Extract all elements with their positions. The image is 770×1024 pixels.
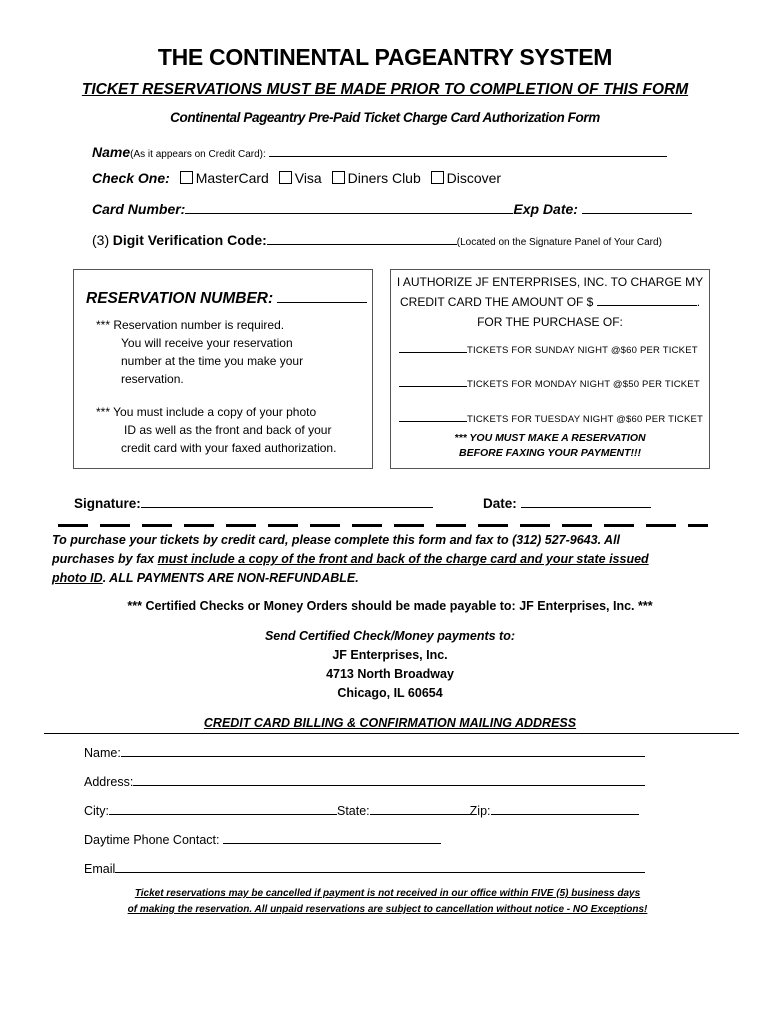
company-name: JF Enterprises, Inc. bbox=[332, 648, 448, 662]
signature-field[interactable] bbox=[141, 493, 433, 508]
sunday-tickets-label: TICKETS FOR SUNDAY NIGHT @$60 PER TICKET bbox=[467, 345, 698, 356]
signature-row bbox=[74, 493, 433, 511]
check-one-label: Check One: bbox=[92, 170, 170, 186]
reservation-number-label: RESERVATION NUMBER: bbox=[86, 290, 274, 307]
amount-label: CREDIT CARD THE AMOUNT OF $ bbox=[400, 295, 594, 309]
fax-line-2b: must include a copy of the front and back of the charge card and your state issued bbox=[157, 552, 649, 566]
diners-club-label: Diners Club bbox=[347, 170, 421, 186]
billing-city-label: City: bbox=[84, 804, 109, 818]
sunday-qty-field[interactable] bbox=[399, 342, 467, 353]
visa-checkbox[interactable] bbox=[279, 171, 292, 184]
note-line: ID as well as the front and back of your bbox=[124, 423, 332, 437]
date-field[interactable] bbox=[521, 493, 651, 508]
billing-address-row bbox=[84, 771, 645, 789]
fax-instructions bbox=[52, 531, 732, 588]
company-city: Chicago, IL 60654 bbox=[337, 686, 443, 700]
tuesday-tickets-label: TICKETS FOR TUESDAY NIGHT @$60 PER TICKET bbox=[467, 414, 704, 425]
note-line: credit card with your faxed authorization. bbox=[121, 441, 337, 455]
reservation-number-field[interactable] bbox=[277, 286, 367, 303]
cancellation-policy-2: of making the reservation. All unpaid reservations are subject to cancellation without notice - NO Exceptions! bbox=[127, 904, 648, 915]
tuesday-qty-field[interactable] bbox=[399, 411, 467, 422]
cvv-hint: (Located on the Signature Panel of Your Card) bbox=[456, 237, 662, 248]
date-row bbox=[483, 493, 651, 511]
reservation-box bbox=[73, 269, 373, 469]
authorize-line-1: I AUTHORIZE JF ENTERPRISES, INC. TO CHARGE MY bbox=[396, 275, 704, 289]
cut-line bbox=[58, 524, 708, 527]
billing-city-field[interactable] bbox=[109, 800, 337, 815]
purchase-label: FOR THE PURCHASE OF: bbox=[477, 315, 623, 329]
fax-line-3a: photo ID bbox=[52, 571, 103, 585]
billing-address-field[interactable] bbox=[133, 771, 645, 786]
reservation-warning-1: *** YOU MUST MAKE A RESERVATION bbox=[454, 432, 646, 444]
form-name: Continental Pageantry Pre-Paid Ticket Charge Card Authorization Form bbox=[170, 110, 600, 125]
card-number-label: Card Number: bbox=[92, 201, 186, 217]
payable-notice: *** Certified Checks or Money Orders should be made payable to: JF Enterprises, Inc. *** bbox=[127, 599, 653, 613]
card-number-field[interactable] bbox=[185, 199, 513, 214]
reservation-number-row bbox=[86, 286, 367, 308]
billing-phone-label: Daytime Phone Contact: bbox=[84, 833, 220, 847]
cardholder-name-row bbox=[92, 142, 667, 160]
billing-phone-row bbox=[84, 829, 441, 847]
billing-state-label: State: bbox=[337, 804, 370, 818]
name-label: Name bbox=[92, 144, 131, 160]
company-street: 4713 North Broadway bbox=[326, 667, 454, 681]
billing-zip-label: Zip: bbox=[469, 804, 491, 818]
mastercard-checkbox[interactable] bbox=[180, 171, 193, 184]
amount-row: CREDIT CARD THE AMOUNT OF $ . bbox=[400, 291, 700, 309]
note-line: You will receive your reservation bbox=[121, 336, 293, 350]
date-label: Date: bbox=[483, 496, 517, 511]
mastercard-label: MasterCard bbox=[195, 170, 269, 186]
discover-checkbox[interactable] bbox=[431, 171, 444, 184]
cvv-row bbox=[92, 230, 662, 248]
billing-zip-field[interactable] bbox=[491, 800, 639, 815]
send-payment-label: Send Certified Check/Money payments to: bbox=[264, 629, 516, 643]
reservation-note bbox=[96, 316, 303, 388]
billing-name-label: Name: bbox=[84, 746, 121, 760]
fax-line-1: To purchase your tickets by credit card, please complete this form and fax to (312) 527-9643. All bbox=[52, 533, 621, 547]
exp-date-label: Exp Date: bbox=[513, 201, 578, 217]
cancellation-policy-1: Ticket reservations may be cancelled if payment is not received in our office within FIVE (5) business days bbox=[134, 888, 641, 899]
monday-tickets-label: TICKETS FOR MONDAY NIGHT @$50 PER TICKET bbox=[467, 379, 700, 390]
fax-line-2a: purchases by fax bbox=[52, 552, 158, 566]
card-number-row bbox=[92, 199, 692, 217]
reservation-warning-2: BEFORE FAXING YOUR PAYMENT!!! bbox=[458, 447, 641, 459]
visa-label: Visa bbox=[294, 170, 322, 186]
amount-field[interactable] bbox=[597, 291, 697, 306]
authorization-box bbox=[390, 269, 710, 469]
exp-date-field[interactable] bbox=[582, 199, 692, 214]
cvv-label: Digit Verification Code: bbox=[112, 232, 267, 248]
cardholder-name-field[interactable] bbox=[269, 142, 667, 157]
note-line: *** You must include a copy of your photo bbox=[96, 405, 317, 419]
monday-qty-field[interactable] bbox=[399, 376, 467, 387]
note-line: *** Reservation number is required. bbox=[96, 318, 285, 332]
cvv-prefix: (3) bbox=[92, 232, 110, 248]
billing-city-row bbox=[84, 800, 639, 818]
note-line: number at the time you make your bbox=[121, 354, 304, 368]
billing-divider bbox=[44, 733, 739, 734]
discover-label: Discover bbox=[446, 170, 502, 186]
sunday-tickets-row bbox=[399, 342, 698, 356]
billing-email-row bbox=[84, 858, 645, 876]
photo-id-note bbox=[96, 403, 336, 457]
tuesday-tickets-row bbox=[399, 411, 703, 425]
fax-line-3b: . ALL PAYMENTS ARE NON-REFUNDABLE. bbox=[102, 571, 359, 585]
billing-state-field[interactable] bbox=[370, 800, 470, 815]
card-type-row bbox=[92, 170, 501, 186]
billing-email-field[interactable] bbox=[115, 858, 645, 873]
reservation-requirement: TICKET RESERVATIONS MUST BE MADE PRIOR TO COMPLETION OF THIS FORM bbox=[81, 81, 689, 98]
billing-address-label: Address: bbox=[84, 775, 134, 789]
billing-name-row bbox=[84, 742, 645, 760]
billing-email-label: Email bbox=[84, 862, 116, 876]
billing-phone-field[interactable] bbox=[223, 829, 441, 844]
cvv-field[interactable] bbox=[267, 230, 457, 245]
page-title: THE CONTINENTAL PAGEANTRY SYSTEM bbox=[157, 44, 613, 70]
billing-heading: CREDIT CARD BILLING & CONFIRMATION MAILING ADDRESS bbox=[203, 716, 577, 730]
monday-tickets-row bbox=[399, 376, 700, 390]
diners-club-checkbox[interactable] bbox=[332, 171, 345, 184]
signature-label: Signature: bbox=[74, 496, 141, 511]
note-line: reservation. bbox=[121, 372, 184, 386]
billing-name-field[interactable] bbox=[121, 742, 645, 757]
name-hint: (As it appears on Credit Card): bbox=[130, 149, 266, 160]
